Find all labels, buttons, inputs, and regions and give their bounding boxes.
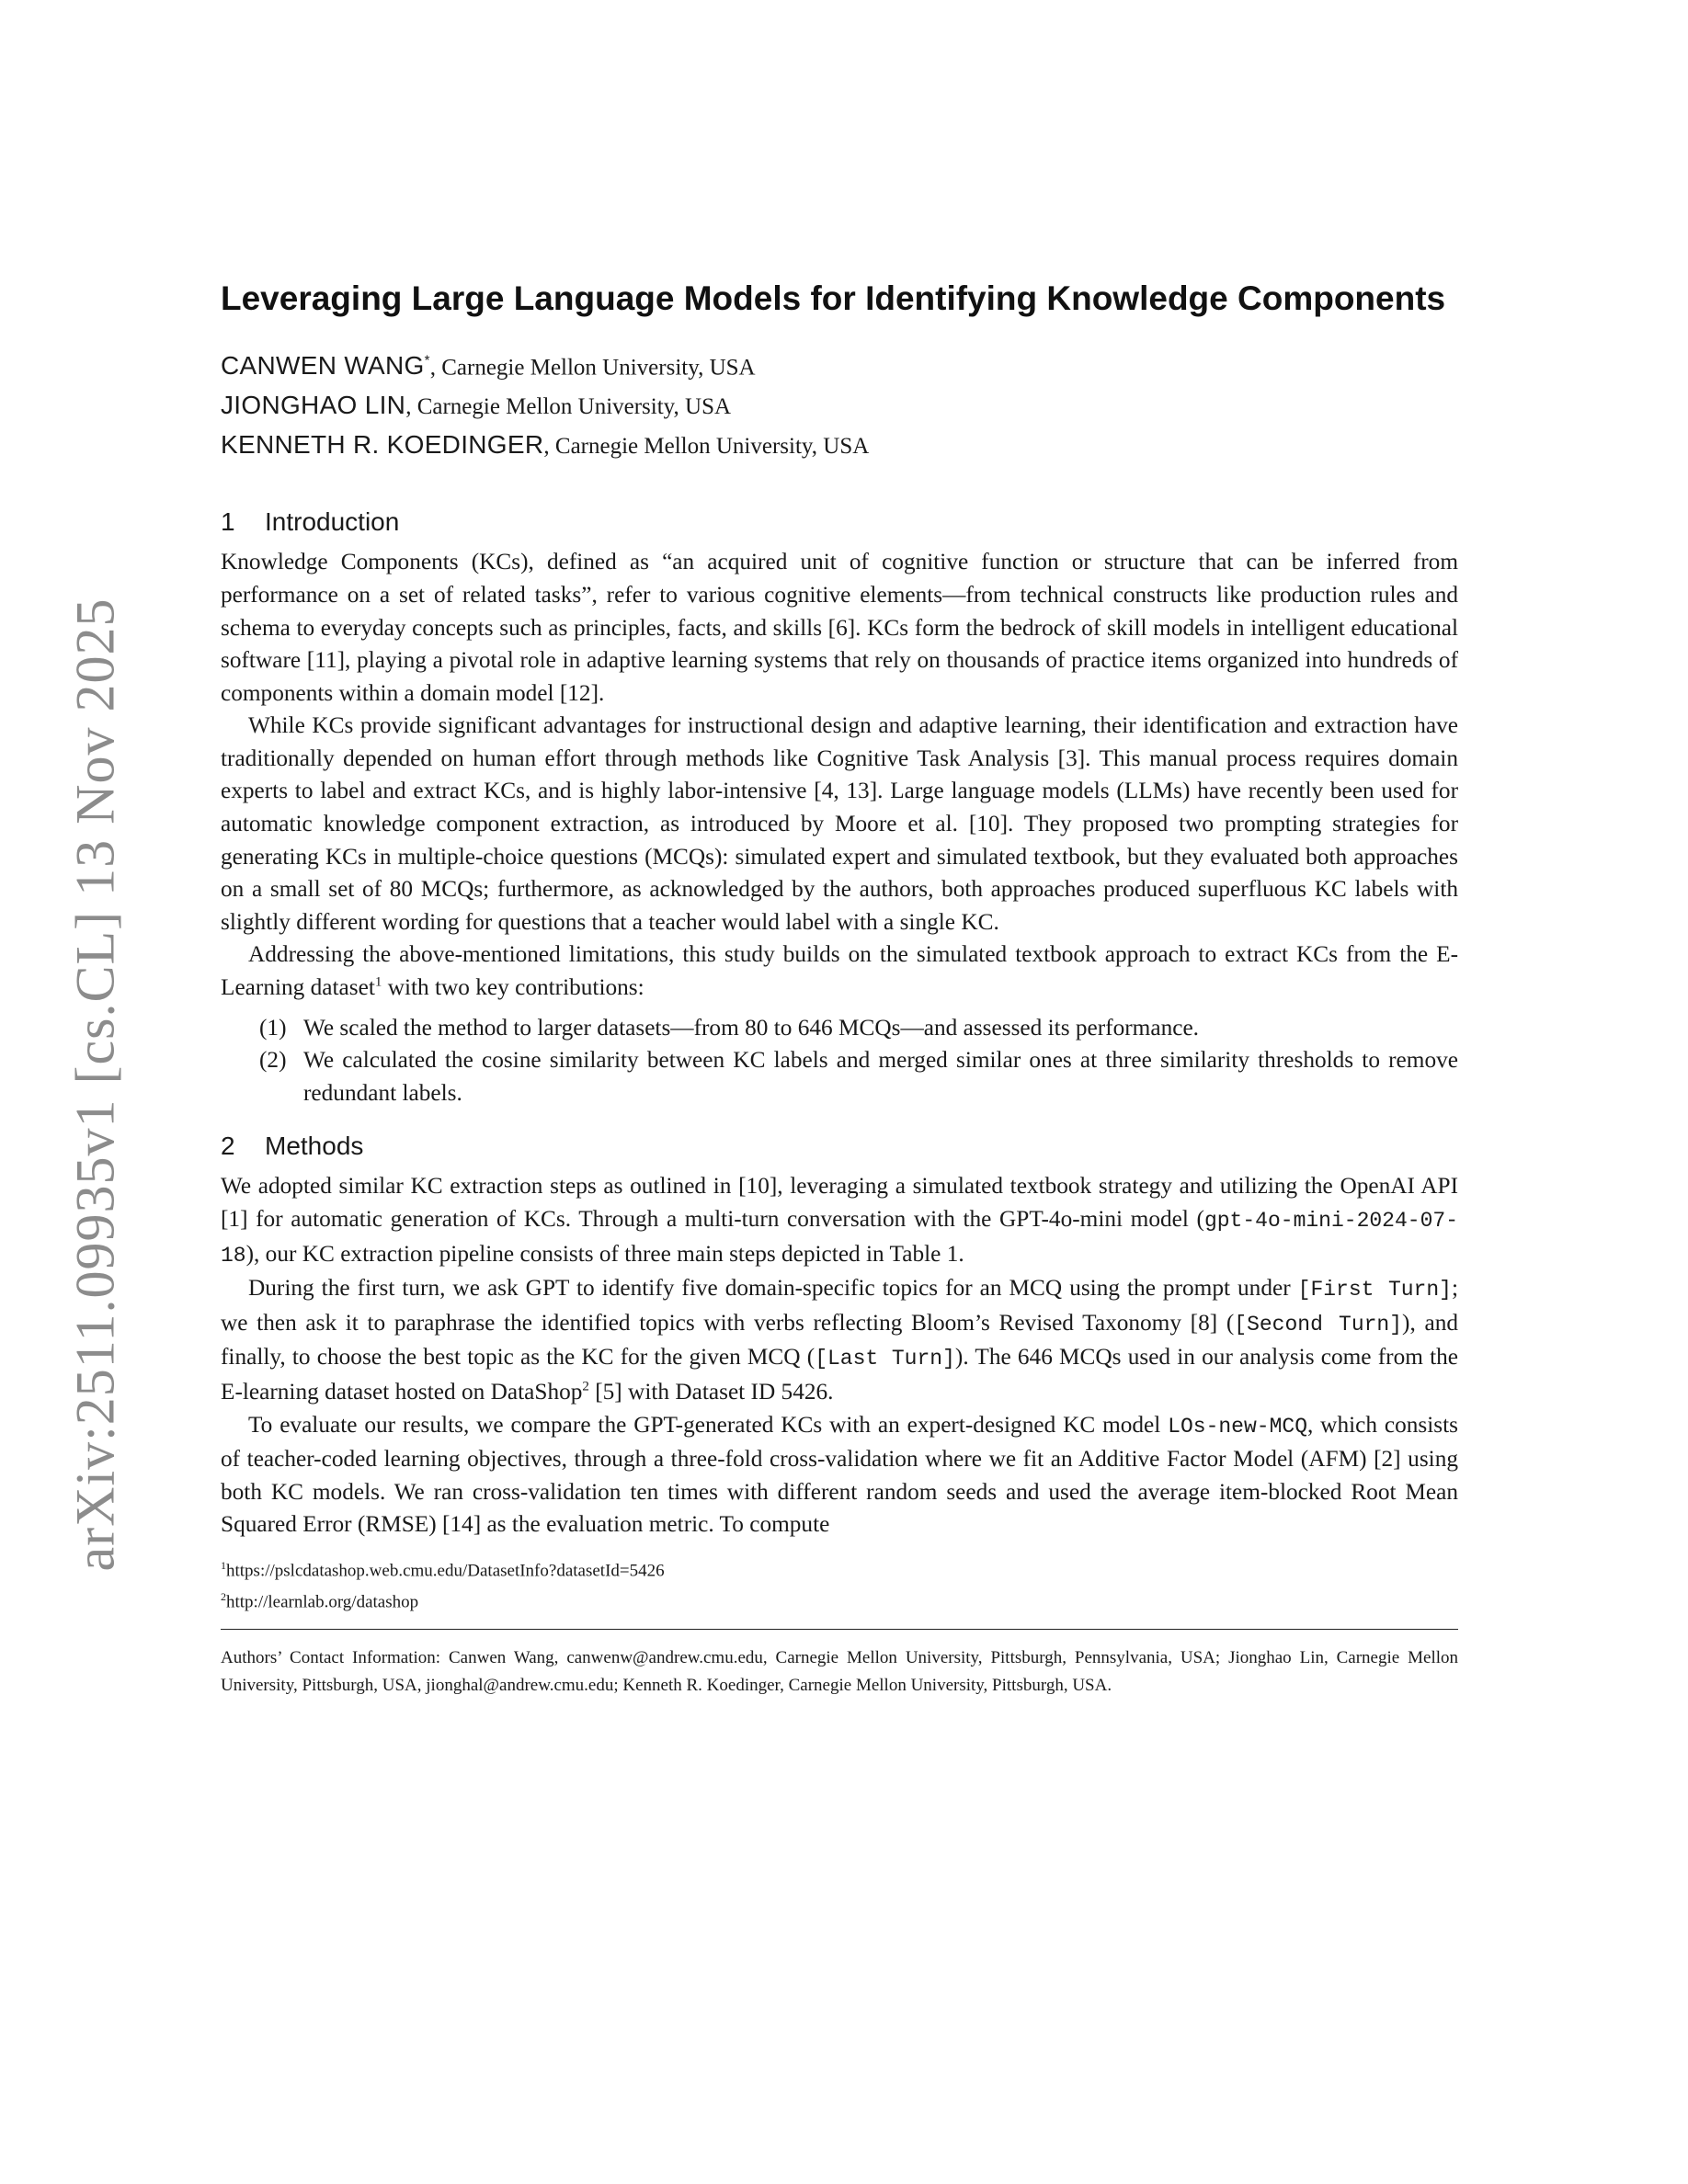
paper-title: Leveraging Large Language Models for Identifying Knowledge Components: [221, 279, 1446, 317]
intro-paragraph-3: Addressing the above-mentioned limitations, this study builds on the simulated textbook approach to extract KCs from the E-Learning dataset$^1$ with two key contributions:: [221, 941, 1458, 1001]
author-entry: [221, 426, 1458, 465]
author-affiliation: , Carnegie Mellon University, USA: [429, 355, 756, 381]
author-contact-information: Authors’ Contact Information: Canwen Wang, canwenw@andrew.cmu.edu, Carnegie Mellon University, Pittsburgh, Pennsylvania, USA; Jionghao Lin, Carnegie Mellon University, Pittsburgh, USA, jionghal@andrew.cmu.edu; Kenneth R. Koedinger, Carnegie Mellon University, Pittsburgh, USA.: [221, 1647, 1458, 1695]
section-heading-introduction: 1 Introduction: [221, 507, 400, 537]
footnote-2: $^2$http://learnlab.org/datashop: [221, 1590, 419, 1612]
paper-page: [221, 276, 1458, 1700]
methods-paragraph-2: During the first turn, we ask GPT to identify five domain-specific topics for an MCQ using the prompt under [First Turn]; we then ask it to paraphrase the identified topics with verbs reflecting Bloom’s Revised Taxonomy [8] ([Second Turn]), and finally, to choose the best topic as the KC for the given MCQ ([Last Turn]). The 646 MCQs used in our analysis come from the E-learning dataset hosted on DataShop$^2$ [5] with Dataset ID 5426.: [221, 1275, 1458, 1405]
last-turn-code: [Last Turn]: [815, 1347, 955, 1371]
contribution-item: (2) We calculated the cosine similarity between KC labels and merged similar ones at three similarity thresholds to remove redundant labels.: [259, 1047, 1458, 1106]
contribution-item: (1) We scaled the method to larger datasets—from 80 to 646 MCQs—and assessed its performance.: [259, 1014, 1199, 1041]
author-name: JIONGHAO LIN: [221, 391, 406, 420]
author-name: KENNETH R. KOEDINGER: [221, 430, 544, 460]
footnote-divider: [221, 1629, 1458, 1630]
arxiv-identifier-stamp: arXiv:2511.09935v1 [cs.CL] 13 Nov 2025: [64, 597, 126, 1572]
footnote-marker: 2: [582, 1379, 589, 1394]
contribution-list: [221, 1012, 1458, 1110]
author-affiliation: , Carnegie Mellon University, USA: [405, 394, 732, 420]
intro-paragraph-1: Knowledge Components (KCs), defined as “an acquired unit of cognitive function or structure that can be inferred from performance on a set of related tasks”, refer to various cognitive elements—from technical constructs like production rules and schema to everyday concepts such as principles, facts, and skills [6]. KCs form the bedrock of skill models in intelligent educational software [11], playing a pivotal role in adaptive learning systems that rely on thousands of practice items organized into hundreds of components within a domain model [12].: [221, 549, 1458, 706]
footnote-marker: 1: [374, 974, 382, 990]
intro-paragraph-2: While KCs provide significant advantages for instructional design and adaptive learning, their identification and extraction have traditionally depended on human effort through methods like Cognitive Task Analysis [3]. This manual process requires domain experts to label and extract KCs, and is highly labor-intensive [4, 13]. Large language models (LLMs) have recently been used for automatic knowledge component extraction, as introduced by Moore et al. [10]. They proposed two prompting strategies for generating KCs in multiple-choice questions (MCQs): simulated expert and simulated textbook, but they evaluated both approaches on a small set of 80 MCQs; furthermore, as acknowledged by the authors, both approaches produced superfluous KC labels with slightly different wording for questions that a teacher would label with a single KC.: [221, 712, 1458, 935]
author-list: [221, 342, 1458, 465]
footnotes: [221, 1553, 1458, 1616]
footnote-1: $^1$https://pslcdatashop.web.cmu.edu/DatasetInfo?datasetId=5426: [221, 1558, 665, 1581]
author-entry: [221, 386, 1458, 426]
author-entry: [221, 342, 1458, 386]
methods-paragraph-3: To evaluate our results, we compare the GPT-generated KCs with an expert-designed KC model LOs-new-MCQ, which consists of teacher-coded learning objectives, through a three-fold cross-validation where we fit an Additive Factor Model (AFM) [2] using both KC models. We ran cross-validation ten times with different random seeds and used the average item-blocked Root Mean Squared Error (RMSE) [14] as the evaluation metric. To compute: [221, 1411, 1458, 1538]
model-id-code: gpt-4o-mini-2024-07-18: [221, 1209, 1458, 1268]
kc-model-code: LOs-new-MCQ: [1168, 1414, 1307, 1439]
methods-paragraph-1: We adopted similar KC extraction steps as outlined in [10], leveraging a simulated textbook strategy and utilizing the OpenAI API [1] for automatic generation of KCs. Through a multi-turn conversation with the GPT-4o-mini model (gpt-4o-mini-2024-07-18), our KC extraction pipeline consists of three main steps depicted in Table 1.: [221, 1173, 1458, 1268]
first-turn-code: [First Turn]: [1297, 1278, 1452, 1302]
footnote-link[interactable]: https://pslcdatashop.web.cmu.edu/DatasetInfo?datasetId=5426: [226, 1561, 665, 1581]
author-name: CANWEN WANG*: [221, 351, 430, 381]
author-affiliation: , Carnegie Mellon University, USA: [543, 434, 870, 460]
footnote-link[interactable]: http://learnlab.org/datashop: [226, 1592, 419, 1612]
second-turn-code: [Second Turn]: [1234, 1312, 1403, 1337]
section-heading-methods: 2 Methods: [221, 1132, 364, 1161]
